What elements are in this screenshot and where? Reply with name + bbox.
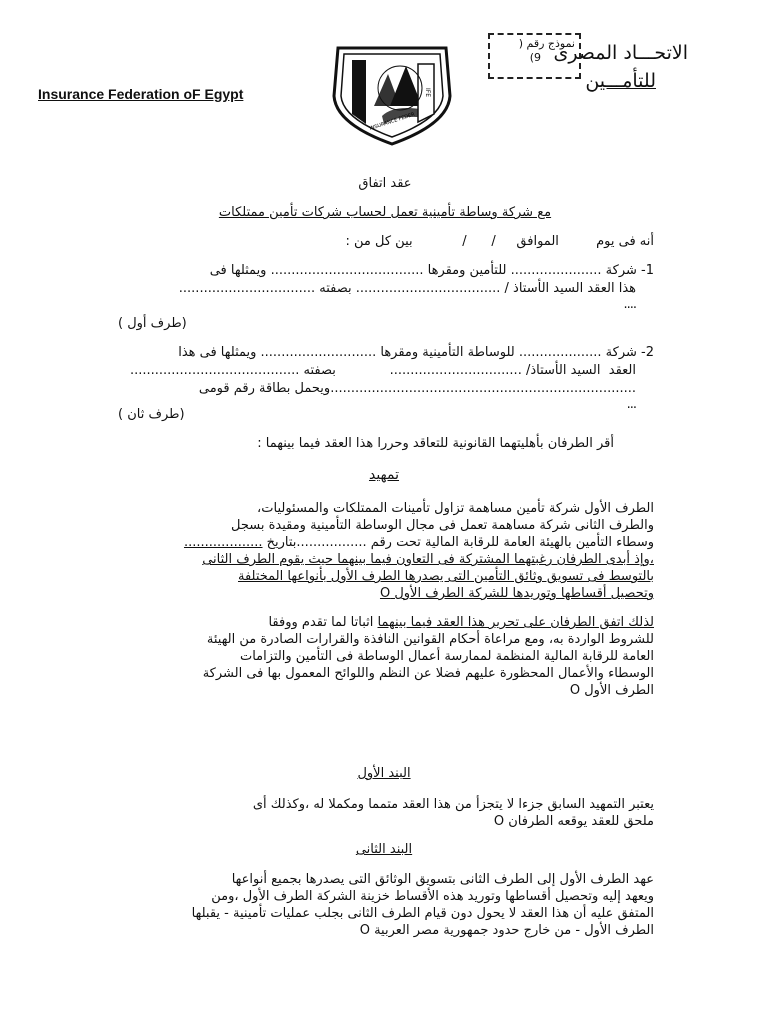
clause1-text: يعتبر التمهيد السابق جزءا لا يتجزأ من هذا العقد متمما ومكملا له ،وكذلك أى: [252, 797, 654, 812]
party1-line: ....: [623, 297, 636, 312]
preamble-text: الوسطاء والأعمال المحظورة عليهم فضلا عن النظم واللوائح المعمول بها فى الشركة: [202, 666, 654, 681]
clause1-heading: البند الأول: [357, 766, 411, 781]
preamble-text: بالتوسط فى تسويق وثائق التأمين التى يصدرها الطرف الأول بأنواعها المختلفة: [238, 569, 654, 584]
preamble-agreement-phrase: لذلك اتفق الطرفان على تحرير هذا العقد فيما بينهما: [377, 615, 654, 630]
insurance-federation-emblem-icon: [330, 44, 454, 148]
clause2-text: المتفق عليه أن هذا العقد لا يحول دون قيام الطرف الثانى بجلب عمليات تأمينية - يقبلها: [191, 906, 654, 921]
party1-label: (طرف أول ): [118, 316, 187, 331]
clause2-text: ويعهد إليه وتحصيل أقساطها وتوريد هذه الأقساط خزينة الشركة الطرف الأول ،ومن: [211, 889, 654, 904]
form-label: نموذج رقم (: [518, 37, 575, 50]
contract-title: عقد اتفاق: [358, 176, 412, 191]
preamble-heading: تمهيد: [368, 467, 400, 483]
party2-line: العقد السيد الأستاذ/ ................................ بصفته .........................................: [129, 363, 636, 378]
preamble-text: ،وإذ أبدى الطرفان رغبتهما المشتركة فى التعاون فيما بينهما حيث يقوم الطرف الثانى: [202, 552, 654, 567]
capacity-statement: أقر الطرفان بأهليتهما القانونية للتعاقد وحررا هذا العقد فيما بينهما :: [257, 436, 614, 451]
preamble-text: العامة للرقابة المالية المنظمة لممارسة أعمال الوساطة فى التأمين والتزامات: [239, 649, 654, 664]
party2-line: ...: [626, 397, 636, 412]
preamble-text: [130, 534, 654, 551]
party1-line: هذا العقد السيد الأستاذ / ................................... بصفته .................................: [178, 281, 636, 296]
preamble-text: وتحصيل أقساطها وتوريدها للشركة الطرف الأول O: [379, 586, 654, 601]
party2-line: 2- شركة .................... للوساطة التأمينية ومقرها ............................ ويمثلها فى هذا: [178, 345, 654, 360]
preamble-text: الطرف الأول شركة تأمين مساهمة تزاول تأمينات الممتلكات والمسئوليات،: [257, 501, 654, 516]
preamble-date-dots: ...................: [183, 535, 263, 550]
federation-english-title: Insurance Federation oF Egypt: [38, 86, 244, 102]
preamble-text: الطرف الأول O: [569, 683, 654, 698]
federation-arabic-title-line2: للتأمـــين: [585, 70, 656, 92]
party1-line: 1- شركة ...................... للتأمين ومقرها ..................................... ويمثلها فى: [209, 263, 654, 278]
clause1-text: ملحق للعقد يوقعه الطرفان O: [493, 814, 654, 829]
preamble-text: [130, 614, 654, 631]
preamble-registry-text: وسطاء التأمين بالهيئة العامة للرقابة المالية تحت رقم .................بتاريخ: [262, 535, 654, 550]
form-number-box: [488, 33, 581, 79]
form-number: 9): [529, 51, 541, 64]
clause2-heading: البند الثانى: [355, 842, 413, 857]
svg-text:INSURANCE FEDER: INSURANCE FEDER: [368, 111, 416, 132]
contract-subtitle: مع شركة وساطة تأمينية تعمل لحساب شركات تأمين ممتلكات: [218, 205, 552, 220]
clause2-text: عهد الطرف الأول إلى الطرف الثانى بتسويق الوثائق التى يصدرها بجميع أنواعها: [231, 872, 654, 887]
preamble-text: للشروط الواردة به، ومع مراعاة أحكام القوانين النافذة والقرارات الصادرة من الهيئة: [206, 632, 654, 647]
svg-text:IFE: IFE: [424, 88, 431, 98]
federation-arabic-title-line1: الاتحـــاد المصرى: [553, 42, 688, 64]
party2-label: (طرف ثان ): [118, 407, 185, 422]
contract-date-line: أنه فى يوم الموافق / / بين كل من :: [345, 234, 654, 249]
preamble-text: والطرف الثانى شركة مساهمة تعمل فى مجال الوساطة التأمينية ومقيدة بسجل: [231, 518, 654, 533]
clause2-text: الطرف الأول - من خارج حدود جمهورية مصر العربية O: [359, 923, 654, 938]
party2-line: ..........................................................................ويحمل بطاقة رقم قومى: [198, 381, 636, 396]
preamble-agreement-rest: اثباتا لما تقدم ووفقا: [268, 615, 378, 630]
